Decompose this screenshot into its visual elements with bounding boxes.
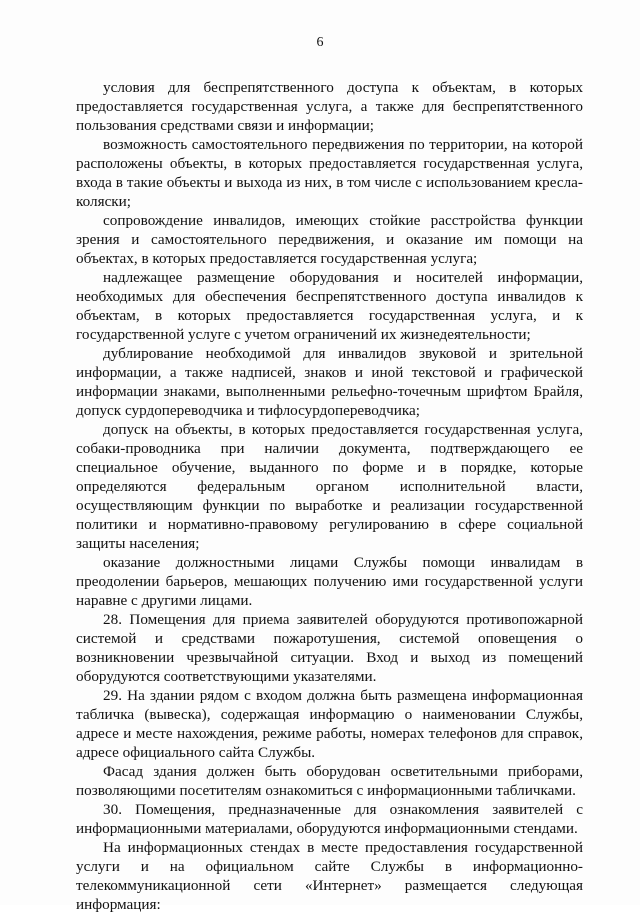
paragraph: допуск на объекты, в которых предоставляется государственная услуга, собаки-проводника при наличии документа, подтверждающего ее специальное обучение, выданного по форме и в порядке, которые определяются федеральным органом исполнительной власти, осуществляющим функции по выработке и реализации государственной политики и нормативно-правовому регулированию в сфере социальной защиты населения;: [76, 421, 583, 552]
paragraph: надлежащее размещение оборудования и носителей информации, необходимых для обеспечения беспрепятственного доступа инвалидов к объектам, в которых предоставляется государственная услуга, и к государственной услуге с учетом ограничений их жизнедеятельности;: [76, 269, 583, 343]
page-number: 6: [316, 35, 324, 50]
paragraph: сопровождение инвалидов, имеющих стойкие расстройства функции зрения и самостоятельного передвижения, и оказание им помощи на объектах, в которых предоставляется государственная услуга;: [76, 212, 583, 267]
paragraph: На информационных стендах в месте предоставления государственной услуги и на официальном сайте Службы в информационно-телекоммуникационной сети «Интернет» размещается следующая информация:: [76, 839, 583, 913]
paragraph: дублирование необходимой для инвалидов звуковой и зрительной информации, а также надписей, знаков и иной текстовой и графической информации знаками, выполненными рельефно-точечным шрифтом Брайля, допуск сурдопереводчика и тифлосурдопереводчика;: [76, 345, 583, 419]
paragraph: возможность самостоятельного передвижения по территории, на которой расположены объекты, в которых предоставляется государственная услуга, входа в такие объекты и выхода из них, в том числе с использованием кресла-коляски;: [76, 136, 583, 210]
paragraph: оказание должностными лицами Службы помощи инвалидам в преодолении барьеров, мешающих получению ими государственной услуги наравне с другими лицами.: [76, 554, 583, 609]
paragraph: Фасад здания должен быть оборудован осветительными приборами, позволяющими посетителям ознакомиться с информационными табличками.: [76, 763, 583, 799]
paragraph: 28. Помещения для приема заявителей оборудуются противопожарной системой и средствами пожаротушения, системой оповещения о возникновении чрезвычайной ситуации. Вход и выход из помещений оборудуются соответствующими указателями.: [76, 611, 583, 685]
paragraph: 29. На здании рядом с входом должна быть размещена информационная табличка (вывеска), содержащая информацию о наименовании Службы, адресе и месте нахождения, режиме работы, номерах телефонов для справок, адресе официального сайта Службы.: [76, 687, 583, 761]
paragraph: условия для беспрепятственного доступа к объектам, в которых предоставляется государственная услуга, а также для беспрепятственного пользования средствами связи и информации;: [76, 79, 583, 134]
paragraph: 30. Помещения, предназначенные для ознакомления заявителей с информационными материалами, оборудуются информационными стендами.: [76, 801, 583, 837]
document-body: [76, 78, 583, 914]
